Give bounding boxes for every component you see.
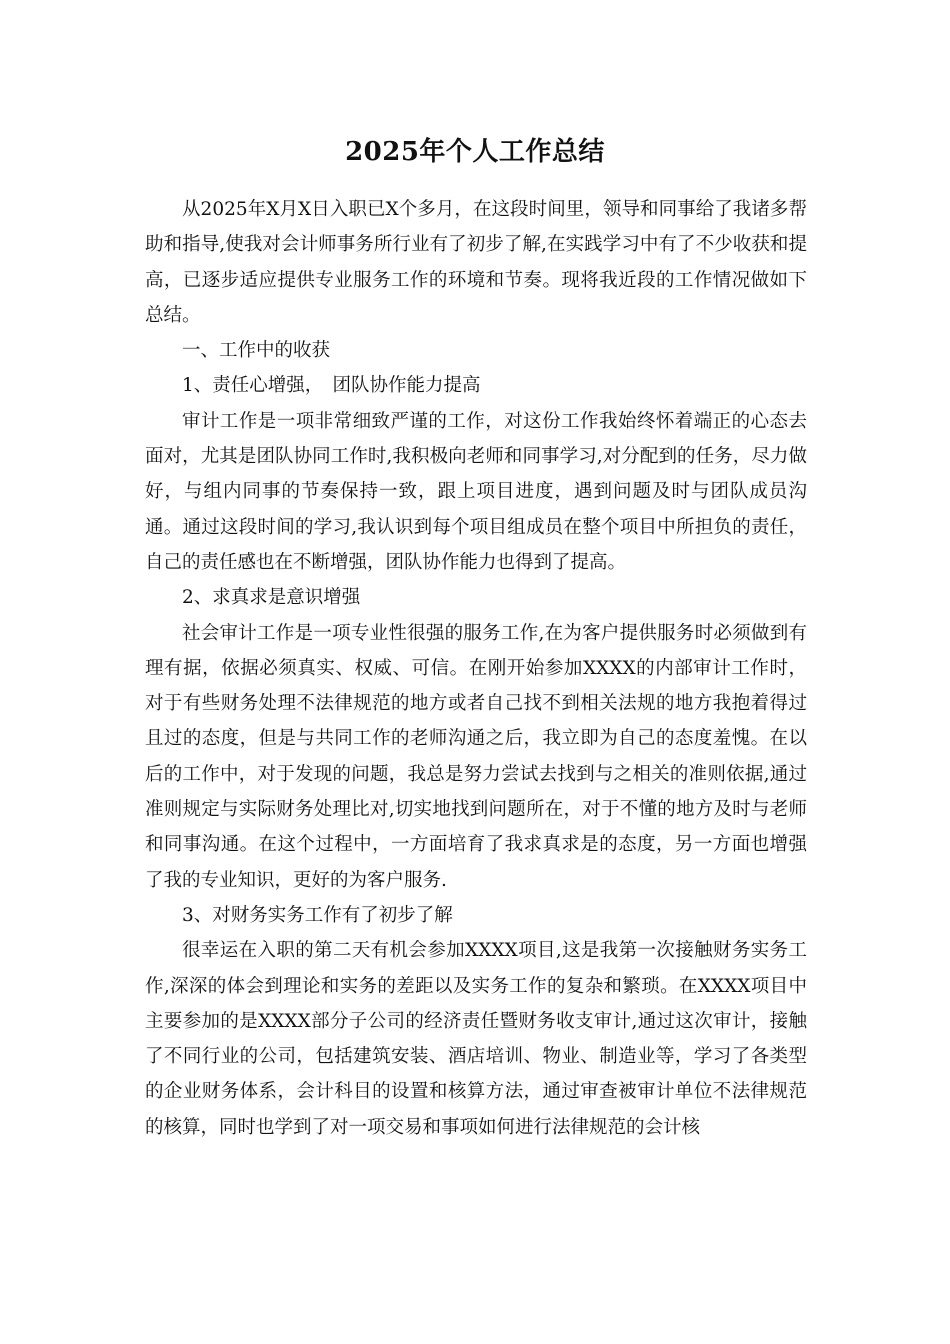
document-title: 2025年个人工作总结 [345,137,605,167]
paragraph-practice: 很幸运在入职的第二天有机会参加XXXX项目,这是我第一次接触财务实务工作,深深的体会到理论和实务的差距以及实务工作的复杂和繁琐。在XXXX项目中主要参加的是XXXX部分子公司的经济责任暨财务收支审计,通过这次审计，接触了不同行业的公司，包括建筑安装、酒店培训、物业、制造业等，学习了各类型的企业财务体系，会计科目的设置和核算方法，通过审查被审计单位不法律规范的核算，同时也学到了对一项交易和事项如何进行法律规范的会计核 [145,940,807,1138]
section-heading-gains: 一、工作中的收获 [182,340,331,362]
paragraph-responsibility: 审计工作是一项非常细致严谨的工作，对这份工作我始终怀着端正的心态去面对，尤其是团队协同工作时,我积极向老师和同事学习,对分配到的任务，尽力做好，与组内同事的节奏保持一致，跟上项目进度，遇到问题及时与团队成员沟通。通过这段时间的学习,我认识到每个项目组成员在整个项目中所担负的责任，自己的责任感也在不断增强，团队协作能力也得到了提高。 [145,410,807,573]
subheading-responsibility: 1、责任心增强， 团队协作能力提高 [182,375,481,397]
paragraph-truth-seeking: 社会审计工作是一项专业性很强的服务工作,在为客户提供服务时必须做到有理有据，依据必须真实、权威、可信。在刚开始参加XXXX的内部审计工作时，对于有些财务处理不法律规范的地方或者自己找不到相关法规的地方我抱着得过且过的态度，但是与共同工作的老师沟通之后，我立即为自己的态度羞愧。在以后的工作中，对于发现的问题，我总是努力尝试去找到与之相关的准则依据,通过准则规定与实际财务处理比对,切实地找到问题所在，对于不懂的地方及时与老师和同事沟通。在这个过程中，一方面培育了我求真求是的态度，另一方面也增强了我的专业知识，更好的为客户服务. [145,622,807,891]
intro-paragraph: 从2025年X月X日入职已X个多月，在这段时间里，领导和同事给了我诸多帮助和指导,使我对会计师事务所行业有了初步了解,在实践学习中有了不少收获和提高，已逐步适应提供专业服务工作的环境和节奏。现将我近段的工作情况做如下总结。 [145,199,807,326]
subheading-truth-seeking: 2、求真求是意识增强 [182,587,361,609]
subheading-practice: 3、对财务实务工作有了初步了解 [182,904,453,926]
document-body [145,192,807,1145]
